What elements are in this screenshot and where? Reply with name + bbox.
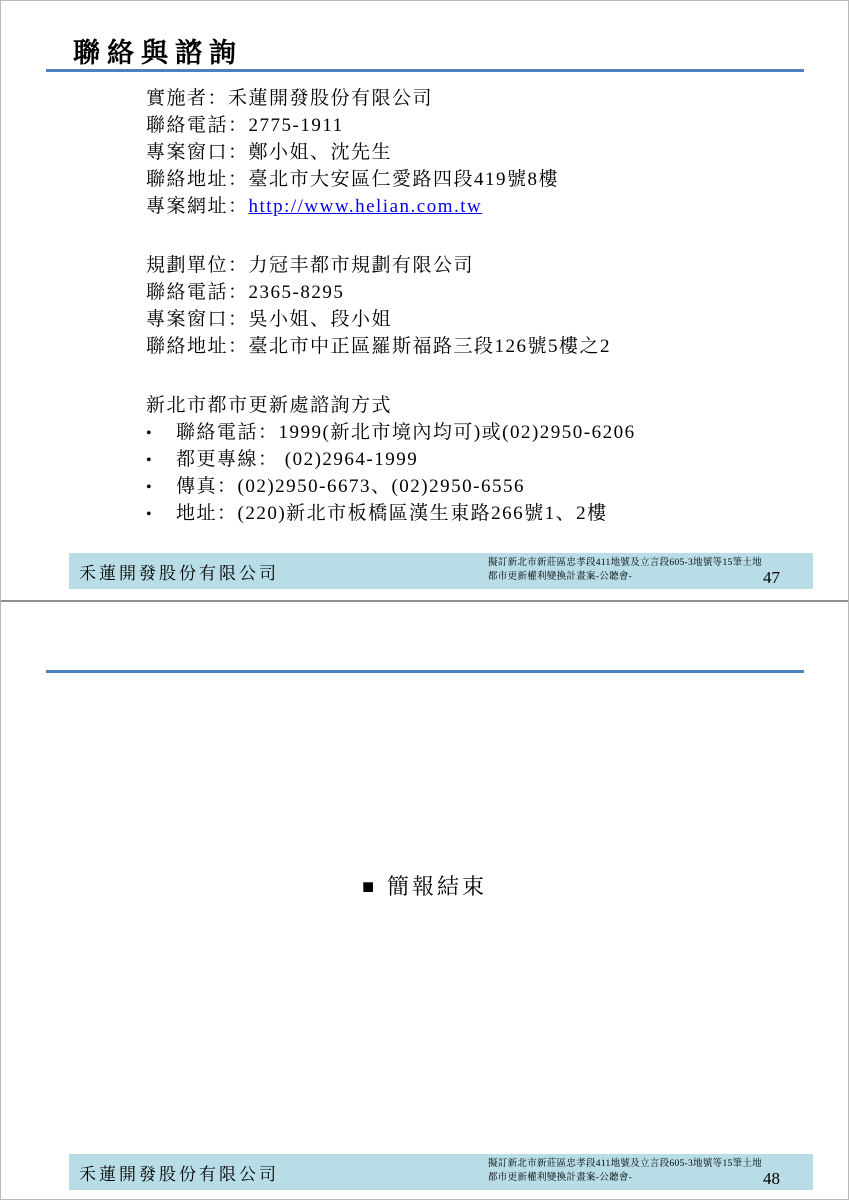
bullet-dot-icon: • bbox=[146, 479, 154, 496]
footer-project-line1: 擬訂新北市新莊區忠孝段411地號及立言段605-3地號等15筆土地 bbox=[488, 558, 762, 568]
planner-line-phone: 聯絡電話：2365-8295 bbox=[146, 282, 345, 303]
bullet-dot-icon: • bbox=[146, 452, 154, 469]
bullet-dot-icon: • bbox=[146, 425, 154, 442]
end-text: 簡報結束 bbox=[387, 874, 488, 899]
planner-line-address: 聯絡地址：臺北市中正區羅斯福路三段126號5樓之2 bbox=[146, 336, 612, 357]
footer-project-title bbox=[488, 557, 762, 584]
contact-line-website bbox=[146, 193, 806, 220]
page-number: 48 bbox=[763, 1169, 780, 1188]
bullet-text: 聯絡電話：1999(新北市境內均可)或(02)2950-6206 bbox=[176, 422, 636, 443]
website-label: 專案網址： bbox=[146, 196, 249, 217]
footer-company-name: 禾蓮開發股份有限公司 bbox=[79, 564, 279, 583]
planner-line-window: 專案窗口：吳小姐、段小姐 bbox=[146, 309, 393, 330]
agency-bullet-item bbox=[146, 473, 806, 500]
end-of-presentation-text bbox=[1, 870, 848, 901]
contact-line-implementer: 實施者：禾蓮開發股份有限公司 bbox=[146, 88, 434, 109]
project-url-link[interactable]: http://www.helian.com.tw bbox=[248, 196, 483, 217]
footer-bar bbox=[69, 1154, 813, 1190]
bullet-text: 地址：(220)新北市板橋區漢生東路266號1、2樓 bbox=[176, 503, 608, 524]
title-divider-rule bbox=[46, 670, 804, 673]
footer-bar bbox=[69, 553, 813, 589]
footer-project-title bbox=[488, 1158, 762, 1185]
footer-project-line2: 都市更新權利變換計畫案-公聽會- bbox=[488, 571, 633, 582]
footer-project-line1: 擬訂新北市新莊區忠孝段411地號及立言段605-3地號等15筆土地 bbox=[488, 1159, 762, 1169]
slide-47 bbox=[1, 1, 848, 600]
footer-company-name: 禾蓮開發股份有限公司 bbox=[79, 1165, 279, 1184]
planner-line-unit: 規劃單位：力冠丰都市規劃有限公司 bbox=[146, 255, 475, 276]
footer-project-line2: 都市更新權利變換計畫案-公聽會- bbox=[488, 1172, 633, 1183]
blank-line bbox=[146, 220, 806, 252]
agency-bullet-item bbox=[146, 446, 806, 473]
contact-line-window: 專案窗口：鄭小姐、沈先生 bbox=[146, 142, 393, 163]
bullet-text: 傳真：(02)2950-6673、(02)2950-6556 bbox=[176, 476, 525, 497]
agency-bullet-item bbox=[146, 500, 806, 527]
bullet-text: 都更專線： (02)2964-1999 bbox=[176, 449, 419, 470]
agency-bullet-item bbox=[146, 419, 806, 446]
contact-content bbox=[146, 85, 806, 527]
contact-line-address: 聯絡地址：臺北市大安區仁愛路四段419號8樓 bbox=[146, 169, 560, 190]
title-divider-rule bbox=[46, 69, 804, 72]
contact-line-phone: 聯絡電話：2775-1911 bbox=[146, 115, 344, 136]
agency-header: 新北市都市更新處諮詢方式 bbox=[146, 395, 393, 416]
slide-48 bbox=[1, 600, 848, 1198]
page-title: 聯絡與諮詢 bbox=[73, 38, 243, 68]
blank-line bbox=[146, 360, 806, 392]
bullet-dot-icon: • bbox=[146, 506, 154, 523]
square-bullet-icon: ■ bbox=[361, 876, 378, 898]
page-number: 47 bbox=[763, 568, 780, 587]
